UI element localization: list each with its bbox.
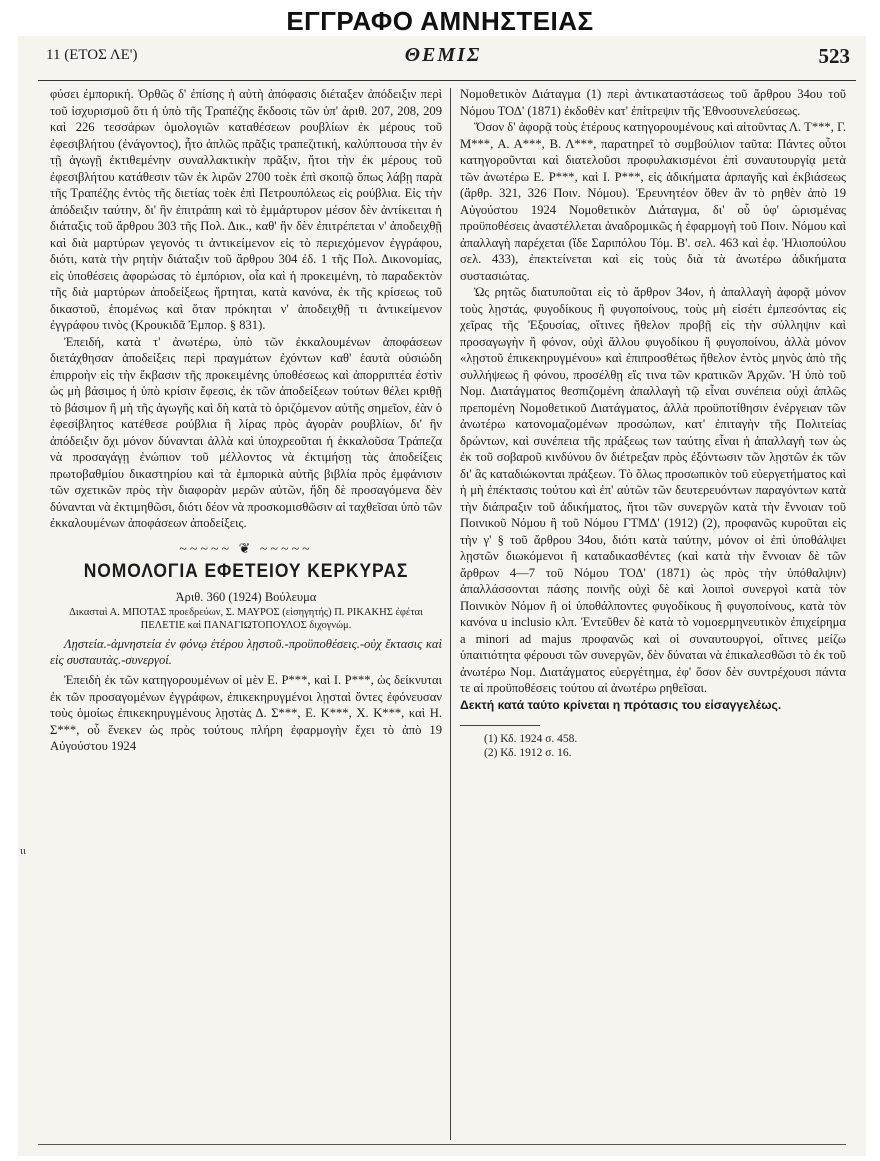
page-number: 523 <box>818 44 850 68</box>
footnote-1: (1) Κδ. 1924 σ. 458. <box>484 733 578 745</box>
right-paragraph-3: Ὡς ρητῶς διατυποῦται εἰς τὸ ἄρθρον 34ον, ἡ ἀπαλλαγὴ ἀφορᾷ μόνον τοὺς λῃστάς, φυγοδίκους ἢ φυγοποίνους, τοὺς μὴ εἰσέτι ἐμπεσόντας εἰς χεῖρας τῆς Ἐξουσίας, οἵτινες ἤθελον προβῇ εἰς τὴν σύλληψιν καὶ προσαγωγὴν ἢ φόνον, οὐχὶ ἄλλου φυγοδίκου ἢ φυγοποίνου, ἀλλὰ μόνον «λῃστοῦ ἐπικεκηρυγμένου» καὶ ἐπιπροσθέτως ἤθελον ἐντὸς μηνὸς ἀπὸ τῆς συλλήψεως ἢ φόνου, προσέλθῃ εἴς τινα τῶν κρατικῶν Ἀρχῶν. Ἡ ὑπὸ τοῦ Νομ. Διατάγματος θεσπιζομένη ἀπαλλαγὴ τῷ εἶναι συνέπεια οὐχὶ ἁπλῶς πρεπομένη Νομοθετικοῦ Διατάγματος, ἀλλὰ προϋποτίθησιν ἐνέργειαν τῶν ἀνωτέρω κατονομαζομένων προσώπων, κατ' ἐπιταγὴν τῆς Πολιτείας δρώντων, καὶ συνέπεια τῆς πράξεως των ταύτης εἶναι ἡ ἀπαλλαγὴ των ὡς ἐκ τοῦ σοβαροῦ κινδύνου ὃν διέτρεξαν πρὸς ἐξόντωσιν τῶν λῃστῶν ἐκ τῶν δι' ἃς καταδιώκονται πράξεων. Τὸ ὅλως προσωπικὸν τοῦ εὐεργετήματος καὶ ἡ μὴ ἐπέκτασις τούτου καὶ ἐπ' αὐτῶν τῶν δευτερευόντων παραγόντων κατὰ τὴν διάπραξιν τοῦ ἀδικήματος, ἤτοι τῶν συνεργῶν κατὰ τὴν ἔννοιαν τοῦ Ποινικοῦ Νόμου ἢ τοῦ Νόμου ΓΤΜΔ' (1912) (2), προφανῶς κυροῦται εἰς τὴν γ' § τοῦ ἄρθρου 34ου, διότι κατὰ ταύτην, μόνον οἱ ἐπὶ ὑποθάλψει λῃστῶν διωκόμενοι ἢ καταδικασθέντες (καὶ κατὰ τὴν ἔννοιαν δὲ τῶν ἄρθρων 4—7 τοῦ Νόμου ΤΟΔ' (1871) ὡς πρὸς τὴν ὑπόθαλψιν) ἀπαλλάσσονται πάσης ποινῆς οὐχὶ δὲ καὶ λοιποὶ συνεργοὶ κατὰ τὸν Ποινικὸν Νόμον ἢ οἱ ὑποθάλποντες φυγοδίκους ἢ φυγοποίνους, κατὰ τὸν κανόνα u inclusio κλπ. Ἐντεῦθεν δὲ κατὰ τὸ νομοερμηνευτικὸν ἐπιχείρημα a minori ad majus προφανῶς καὶ οἱ συναυτουργοί, οἵτινες μείζω ὑπαιτιότητα φέρουσι τῶν συνεργῶν, δὲν δύναται νὰ ἐπικαλεσθῶσι τὸ ἐκ τοῦ ἀνωτέρω Νομ. Διατάγματος εὐεργέτημα, ἐφ' ὅσον δὲν συντρέχουσι πάντα τε αἱ προϋποθέσεις τούτου αἱ ἀνωτέρω ρηθεῖσαι. <box>460 285 846 695</box>
right-paragraph-1: Νομοθετικὸν Διάταγμα (1) περὶ ἀντικαταστάσεως τοῦ ἄρθρου 34ου τοῦ Νόμου ΤΟΔ' (1871) ἐκδοθὲν κατ' ἐπίτρεψιν τῆς Ἐθνοσυνελεύσεως. <box>460 87 846 118</box>
bottom-rule <box>38 1144 846 1145</box>
journal-name: ΘΕΜΙΣ <box>404 44 482 66</box>
header-rule <box>38 80 856 81</box>
judges-line: Δικασταὶ Α. ΜΠΟΤΑΣ προεδρεύων, Σ. ΜΑΥΡΟΣ (εἰσηγητής) Π. ΡΙΚΑΚΗΣ ἐφέται ΠΕΛΕΤΙΕ καὶ ΠΑΝΑΓΙΩΤΟΠΟΥΛΟΣ διχογνώμ. <box>69 607 423 631</box>
column-divider <box>450 88 451 1140</box>
right-paragraph-2: Ὅσον δ' ἀφορᾷ τοὺς ἑτέρους κατηγορουμένους καὶ αἰτοῦντας Λ. Τ***, Γ. Μ***, Α. Α***, Β. Λ***, παρατηρεῖ τὸ συμβούλιον ταῦτα: Πάντες οὗτοι κατηγοροῦνται καὶ διατελοῦσι προφυλακισμένοι ἐπὶ συναυτουργίᾳ μετὰ τῶν ἀνωτέρω Ε. Ρ***, καὶ Ι. Ρ***, εἰς ἀδικήματα ἁρπαγῆς καὶ ἐκβιάσεως (ἄρθρ. 321, 326 Ποιν. Νόμου). Ἐρευνητέον ὅθεν ἂν τὸ ρηθὲν ἀπὸ 19 Αὐγούστου 1924 Νομοθετικὸν Διάταγμα, δι' οὗ ὑφ' ὡρισμένας προϋποθέσεις ἀναστέλλεται ἀναδρομικῶς ἡ ἐφαρμογὴ τοῦ Ποιν. Νόμου καὶ ἀπαλλαγὴ παρέχεται (ἴδε Σαριπόλου Τόμ. Β'. σελ. 463 καὶ ἐφ. Ἡλιοπούλου σελ. 433), ἐπεκτείνεται καὶ εἰς τοὺς διὰ τὰ ἀνωτέρω ἀδικήματα συστασιώτας. <box>460 120 846 283</box>
page-header <box>26 44 860 70</box>
left-paragraph-3: Ἐπειδὴ ἐκ τῶν κατηγορουμένων οἱ μὲν Ε. Ρ***, καὶ Ι. Ρ***, ὡς δείκνυται ἐκ τῶν προσαγομένων ἐγγράφων, ἐπικεκηρυγμένοι λῃσταὶ ὄντες ἐφόνευσαν τοὺς ὁμοίως ἐπικεκηρυγμένους λῃστὰς Δ. Σ***, Ε. Κ***, Χ. Κ***, καὶ Η. Σ***, οὗ ἕνεκεν ὡς πρὸς τούτους πλήρη ἐφαρμογὴν ἔχει τὸ ἀπὸ 19 Αὐγούστου 1924 <box>50 673 442 753</box>
document-title: ΕΓΓΡΑΦΟ ΑΜΝΗΣΤΕΙΑΣ <box>286 6 594 36</box>
ornament-divider: ~~~~~ ❦ ~~~~~ <box>179 541 313 557</box>
left-paragraph-1: φύσει έμπορική. Ὀρθῶς δ' ἐπίσης ἡ αὐτὴ ἀπόφασις διέταξεν ἀπόδειξιν περὶ τοῦ ἰσχυρισμοῦ ὅτι ἡ ὑπὸ τῆς Τραπέζης ἔκδοσις τῶν ὑπ' ἀριθ. 207, 208, 209 καὶ 226 τεσσάρων ὁμολογιῶν καταθέσεων ρουβλίων ἐκ μέρους τοῦ ἐφεσιβλήτου (ἐνάγοντος), ἦτο ἁπλῶς πρᾶξις τραπεζιτική, καλύπτουσα τὴν ἐν τῇ ἀγωγῇ ἐκτιθεμένην συναλλακτικὴν πρᾶξιν, ἤτοι τὴν ἐκ μέρους τοῦ ἐφεσιβλήτου κατάθεσιν τῶν ἐκ λιρῶν 2700 τοὲκ ἐπὶ σκοπῷ ὅπως λάβῃ παρὰ τῆς Τραπέζης ἐντὸς τῆς διετίας τοὲκ ἐπὶ Πετρουπόλεως εἰς ρούβλια. Εἰς τὴν ἀπόδειξιν ταύτην, δι' ἣν ἐπιτράπη καὶ τὸ ἐμμάρτυρον μέσον δὲν ἀντίκειται ἡ διάταξις τοῦ ἄρθρου 303 τῆς Πολ. Δικ., καθ' ἣν δὲν ἐπιτρέπεται ν' ἀποδειχθῇ καὶ διὰ μαρτύρων γεγονός τι ἀντικείμενον εἰς τὸ περιεχόμενον ἐγγράφου, διότι, κατὰ τὴν ρητὴν διάταξιν τοῦ ἄρθρου 304 ἐδ. 1 τῆς Πολ. Δικονομίας, εἰς ὑποθέσεις ἀφορώσας τὸ ἐμπόριον, οἷα καὶ ἡ προκειμένη, τὸ παραδεκτὸν τῆς διὰ μαρτύρων ἀποδείξεως ἤρτηται, κατὰ κανόνα, ἐκ τῆς κρίσεως τοῦ δικαστοῦ, ἑπομένως καὶ ὅταν πρόκηται ν' ἀποδειχθῇ τι ἀντικείμενον ἐγγράφου τινὸς (Κρουκιδᾶ Ἐμπορ. § 831). <box>50 87 442 332</box>
left-paragraph-2: Ἐπειδή, κατὰ τ' ἀνωτέρω, ὑπὸ τῶν ἐκκαλουμένων ἀποφάσεων διετάχθησαν ἀποδείξεις περὶ πραγμάτων ἐχόντων καθ' ἑαυτὰ οὐσιώδη ἐπιρροὴν εἰς τὴν ἔκβασιν τῆς προκειμένης ὑποθέσεως καὶ ἀπορριπτέα ἐστὶν ὡς μὴ βάσιμος ἡ ὑπὸ κρίσιν ἔφεσις, ἐκ τῶν ἀποδείξεων τούτων θέλει κριθῇ τὸ βάσιμον ἢ μὴ τῆς ἀγωγῆς καὶ δὴ κατὰ τὸ ὁριζόμενον αὐτῆς σημεῖον, ἐὰν ὁ ἐφεσίβλητος κατέθεσε ρούβλια ἢ λίρας πρὸς ἀγορὰν ρουβλίων, δι' ἣν ἀπόδειξιν ὄχι μόνον δύνανται ἀλλὰ καὶ ὑποχρεοῦται ἡ ἐκκαλοῦσα Τράπεζα νὰ προσαγάγῃ ἐνώπιον τοῦ μέλλοντος νὰ ἐκτιμήσῃ τὰς ἀποδείξεις πρωτοβαθμίου δικαστηρίου καὶ τὰ ἐμπορικὰ αὐτῆς βιβλία πρὸς ἐμφάνισιν τῶν σχετικῶν πρὸς τὴν διαφορὰν μερῶν αὐτῶν, ἤδη δὲ προσαγόμενα δὲν δύνανται νὰ ἐκτιμηθῶσι, διότι δέον νὰ προσκομισθῶσιν αἱ ταχθεῖσαι ὑπὸ τῶν ἐκκαλουμένων ἀποφάσεων ἀποδείξεις. <box>50 334 442 530</box>
issue-label: 11 (ΕΤΟΣ ΛΕ') <box>46 47 138 63</box>
journal-page <box>18 36 866 1156</box>
right-column <box>460 86 846 760</box>
final-sentence: Δεκτή κατά ταύτο κρίνεται η πρότασις του εἰσαγγελέως. <box>460 697 782 712</box>
footnote-2: (2) Κδ. 1912 σ. 16. <box>484 747 572 759</box>
case-number: Ἀριθ. 360 (1924) Βούλευμα <box>175 589 317 604</box>
footnote-rule <box>460 725 540 726</box>
section-title: ΝΟΜΟΛΟΓΙΑ ΕΦΕΤΕΙΟΥ ΚΕΡΚΥΡΑΣ <box>83 561 409 582</box>
case-keywords: Λῃστεία.-ἀμνηστεία ἐν φόνῳ ἑτέρου λῃστοῦ.-προϋποθέσεις.-οὐχ ἔκτασις καὶ εἰς συσταυτὰς.-συνεργοί. <box>50 637 442 667</box>
margin-mark: ιι <box>20 845 26 857</box>
left-column <box>50 86 442 755</box>
